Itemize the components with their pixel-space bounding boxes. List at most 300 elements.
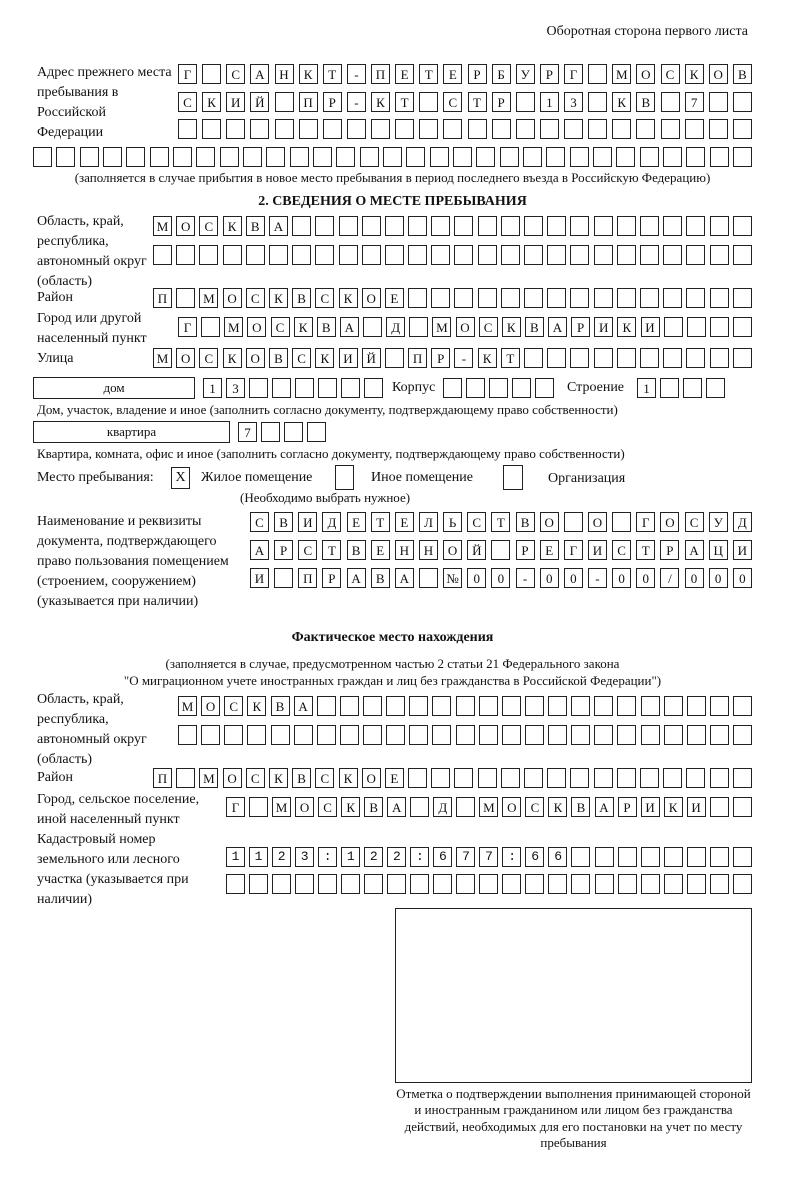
char-cell[interactable] — [431, 216, 450, 236]
char-cell[interactable] — [453, 147, 472, 167]
char-cell[interactable]: 0 — [709, 568, 728, 588]
char-cell[interactable] — [383, 147, 402, 167]
char-cell[interactable]: С — [246, 768, 265, 788]
char-cell[interactable] — [226, 874, 245, 894]
char-cell[interactable] — [733, 768, 752, 788]
char-cell[interactable] — [686, 216, 705, 236]
char-cell[interactable] — [617, 348, 636, 368]
char-cell[interactable] — [275, 92, 294, 112]
cadastral-row-2[interactable] — [226, 874, 752, 894]
char-cell[interactable] — [641, 725, 660, 745]
char-cell[interactable] — [387, 874, 406, 894]
char-cell[interactable]: О — [636, 64, 655, 84]
char-cell[interactable]: И — [687, 797, 706, 817]
char-cell[interactable]: С — [250, 512, 269, 532]
flat-type-field[interactable]: квартира — [33, 421, 230, 443]
char-cell[interactable] — [224, 725, 243, 745]
char-cell[interactable] — [733, 288, 752, 308]
char-cell[interactable] — [664, 725, 683, 745]
char-cell[interactable] — [431, 245, 450, 265]
char-cell[interactable] — [548, 696, 567, 716]
char-cell[interactable] — [547, 288, 566, 308]
char-cell[interactable] — [687, 725, 706, 745]
char-cell[interactable] — [686, 147, 705, 167]
char-cell[interactable] — [317, 696, 336, 716]
char-cell[interactable] — [433, 874, 452, 894]
char-cell[interactable]: Й — [362, 348, 381, 368]
char-cell[interactable]: К — [294, 317, 313, 337]
char-cell[interactable] — [410, 874, 429, 894]
char-cell[interactable]: С — [467, 512, 486, 532]
char-cell[interactable] — [409, 317, 428, 337]
char-cell[interactable] — [501, 768, 520, 788]
char-cell[interactable]: М — [153, 348, 172, 368]
char-cell[interactable] — [525, 874, 544, 894]
char-cell[interactable] — [733, 696, 752, 716]
char-cell[interactable] — [178, 119, 197, 139]
char-cell[interactable]: В — [347, 540, 366, 560]
char-cell[interactable] — [663, 147, 682, 167]
char-cell[interactable]: № — [443, 568, 462, 588]
char-cell[interactable]: Й — [250, 92, 269, 112]
char-cell[interactable] — [336, 147, 355, 167]
char-cell[interactable] — [341, 378, 360, 398]
char-cell[interactable] — [243, 147, 262, 167]
house-type-field[interactable]: дом — [33, 377, 195, 399]
char-cell[interactable] — [454, 768, 473, 788]
char-cell[interactable]: Т — [501, 348, 520, 368]
char-cell[interactable] — [664, 847, 683, 867]
char-cell[interactable] — [307, 422, 326, 442]
char-cell[interactable]: - — [347, 64, 366, 84]
char-cell[interactable] — [710, 696, 729, 716]
char-cell[interactable] — [247, 725, 266, 745]
char-cell[interactable] — [431, 768, 450, 788]
char-cell[interactable] — [663, 216, 682, 236]
char-cell[interactable] — [524, 348, 543, 368]
char-cell[interactable]: В — [733, 64, 752, 84]
char-cell[interactable] — [570, 348, 589, 368]
char-cell[interactable]: Р — [540, 64, 559, 84]
char-cell[interactable]: К — [269, 288, 288, 308]
char-cell[interactable] — [686, 245, 705, 265]
char-cell[interactable]: О — [201, 696, 220, 716]
char-cell[interactable]: В — [246, 216, 265, 236]
char-cell[interactable] — [588, 92, 607, 112]
char-cell[interactable]: П — [153, 288, 172, 308]
char-cell[interactable]: Т — [636, 540, 655, 560]
char-cell[interactable] — [664, 696, 683, 716]
prev-address-row-4[interactable] — [33, 147, 752, 167]
char-cell[interactable]: С — [226, 64, 245, 84]
char-cell[interactable] — [687, 696, 706, 716]
char-cell[interactable] — [478, 216, 497, 236]
char-cell[interactable]: А — [340, 317, 359, 337]
char-cell[interactable] — [710, 216, 729, 236]
char-cell[interactable] — [594, 245, 613, 265]
char-cell[interactable] — [340, 725, 359, 745]
char-cell[interactable] — [512, 378, 531, 398]
char-cell[interactable] — [456, 797, 475, 817]
char-cell[interactable] — [339, 216, 358, 236]
char-cell[interactable]: А — [595, 797, 614, 817]
char-cell[interactable]: Т — [395, 92, 414, 112]
char-cell[interactable] — [617, 696, 636, 716]
char-cell[interactable]: М — [199, 288, 218, 308]
char-cell[interactable] — [524, 245, 543, 265]
char-cell[interactable]: Р — [323, 92, 342, 112]
char-cell[interactable] — [432, 725, 451, 745]
char-cell[interactable]: С — [315, 288, 334, 308]
char-cell[interactable] — [617, 245, 636, 265]
char-cell[interactable]: Д — [386, 317, 405, 337]
doc-row-3[interactable] — [250, 568, 752, 588]
char-cell[interactable] — [395, 119, 414, 139]
char-cell[interactable] — [315, 245, 334, 265]
char-cell[interactable] — [733, 245, 752, 265]
char-cell[interactable]: Е — [347, 512, 366, 532]
char-cell[interactable] — [478, 245, 497, 265]
char-cell[interactable] — [661, 92, 680, 112]
char-cell[interactable]: И — [641, 797, 660, 817]
char-cell[interactable] — [173, 147, 192, 167]
char-cell[interactable]: С — [315, 768, 334, 788]
char-cell[interactable] — [443, 119, 462, 139]
char-cell[interactable] — [733, 92, 752, 112]
char-cell[interactable] — [710, 245, 729, 265]
char-cell[interactable]: К — [478, 348, 497, 368]
char-cell[interactable]: И — [298, 512, 317, 532]
char-cell[interactable]: О — [588, 512, 607, 532]
char-cell[interactable] — [295, 378, 314, 398]
char-cell[interactable] — [733, 348, 752, 368]
char-cell[interactable]: И — [641, 317, 660, 337]
char-cell[interactable]: С — [525, 797, 544, 817]
char-cell[interactable] — [176, 245, 195, 265]
char-cell[interactable]: А — [269, 216, 288, 236]
char-cell[interactable] — [640, 288, 659, 308]
char-cell[interactable]: М — [224, 317, 243, 337]
char-cell[interactable]: М — [432, 317, 451, 337]
char-cell[interactable] — [408, 245, 427, 265]
char-cell[interactable]: 3 — [226, 378, 245, 398]
char-cell[interactable] — [246, 245, 265, 265]
char-cell[interactable]: В — [364, 797, 383, 817]
actual-region-row-1[interactable] — [178, 696, 752, 716]
char-cell[interactable] — [685, 119, 704, 139]
char-cell[interactable]: К — [502, 317, 521, 337]
char-cell[interactable]: Г — [226, 797, 245, 817]
char-cell[interactable] — [500, 147, 519, 167]
char-cell[interactable]: К — [685, 64, 704, 84]
char-cell[interactable] — [431, 288, 450, 308]
char-cell[interactable]: С — [224, 696, 243, 716]
char-cell[interactable]: С — [612, 540, 631, 560]
char-cell[interactable]: К — [664, 797, 683, 817]
char-cell[interactable]: Т — [491, 512, 510, 532]
char-cell[interactable] — [664, 874, 683, 894]
district-cells[interactable] — [153, 288, 752, 308]
char-cell[interactable] — [261, 422, 280, 442]
char-cell[interactable]: С — [318, 797, 337, 817]
char-cell[interactable] — [363, 725, 382, 745]
char-cell[interactable] — [201, 725, 220, 745]
char-cell[interactable]: 1 — [540, 92, 559, 112]
char-cell[interactable]: А — [250, 64, 269, 84]
char-cell[interactable] — [502, 725, 521, 745]
char-cell[interactable] — [479, 696, 498, 716]
char-cell[interactable] — [618, 874, 637, 894]
char-cell[interactable] — [686, 768, 705, 788]
char-cell[interactable] — [292, 216, 311, 236]
char-cell[interactable]: С — [685, 512, 704, 532]
char-cell[interactable]: О — [660, 512, 679, 532]
char-cell[interactable] — [548, 874, 567, 894]
char-cell[interactable]: Г — [178, 317, 197, 337]
char-cell[interactable] — [502, 874, 521, 894]
char-cell[interactable] — [466, 378, 485, 398]
house-number-cells[interactable] — [203, 378, 387, 398]
char-cell[interactable]: М — [272, 797, 291, 817]
char-cell[interactable] — [363, 696, 382, 716]
char-cell[interactable] — [733, 216, 752, 236]
char-cell[interactable] — [468, 119, 487, 139]
char-cell[interactable] — [103, 147, 122, 167]
char-cell[interactable]: К — [315, 348, 334, 368]
char-cell[interactable]: В — [516, 512, 535, 532]
char-cell[interactable]: 0 — [733, 568, 752, 588]
char-cell[interactable] — [269, 245, 288, 265]
char-cell[interactable] — [478, 768, 497, 788]
char-cell[interactable]: А — [395, 568, 414, 588]
char-cell[interactable] — [612, 119, 631, 139]
char-cell[interactable] — [33, 147, 52, 167]
char-cell[interactable] — [570, 147, 589, 167]
char-cell[interactable] — [516, 119, 535, 139]
char-cell[interactable] — [409, 725, 428, 745]
char-cell[interactable]: К — [299, 64, 318, 84]
char-cell[interactable]: К — [247, 696, 266, 716]
char-cell[interactable] — [663, 245, 682, 265]
char-cell[interactable]: К — [371, 92, 390, 112]
char-cell[interactable]: О — [362, 768, 381, 788]
char-cell[interactable] — [663, 288, 682, 308]
char-cell[interactable] — [640, 147, 659, 167]
char-cell[interactable] — [571, 874, 590, 894]
char-cell[interactable] — [176, 768, 195, 788]
char-cell[interactable] — [443, 378, 462, 398]
char-cell[interactable] — [502, 696, 521, 716]
char-cell[interactable]: - — [347, 92, 366, 112]
char-cell[interactable] — [570, 245, 589, 265]
char-cell[interactable] — [594, 216, 613, 236]
korpus-cells[interactable] — [443, 378, 558, 398]
char-cell[interactable] — [733, 317, 752, 337]
char-cell[interactable] — [640, 348, 659, 368]
char-cell[interactable] — [153, 245, 172, 265]
char-cell[interactable] — [709, 119, 728, 139]
char-cell[interactable]: Е — [443, 64, 462, 84]
char-cell[interactable] — [710, 874, 729, 894]
char-cell[interactable] — [588, 64, 607, 84]
char-cell[interactable]: С — [298, 540, 317, 560]
char-cell[interactable] — [664, 317, 683, 337]
char-cell[interactable] — [408, 768, 427, 788]
char-cell[interactable]: О — [502, 797, 521, 817]
char-cell[interactable] — [491, 540, 510, 560]
char-cell[interactable]: С — [271, 317, 290, 337]
char-cell[interactable] — [419, 119, 438, 139]
char-cell[interactable] — [274, 568, 293, 588]
char-cell[interactable] — [295, 874, 314, 894]
char-cell[interactable]: К — [339, 768, 358, 788]
char-cell[interactable] — [454, 288, 473, 308]
char-cell[interactable]: Г — [636, 512, 655, 532]
char-cell[interactable] — [663, 348, 682, 368]
char-cell[interactable] — [501, 216, 520, 236]
char-cell[interactable]: К — [269, 768, 288, 788]
char-cell[interactable]: Е — [540, 540, 559, 560]
char-cell[interactable] — [660, 378, 679, 398]
char-cell[interactable] — [687, 847, 706, 867]
char-cell[interactable]: Л — [419, 512, 438, 532]
char-cell[interactable]: Г — [178, 64, 197, 84]
char-cell[interactable] — [547, 245, 566, 265]
char-cell[interactable] — [226, 119, 245, 139]
char-cell[interactable] — [202, 64, 221, 84]
region-row-2[interactable] — [153, 245, 752, 265]
char-cell[interactable] — [419, 92, 438, 112]
char-cell[interactable]: 7 — [238, 422, 257, 442]
char-cell[interactable]: П — [153, 768, 172, 788]
char-cell[interactable]: Р — [468, 64, 487, 84]
char-cell[interactable]: О — [456, 317, 475, 337]
char-cell[interactable] — [176, 288, 195, 308]
char-cell[interactable]: В — [317, 317, 336, 337]
char-cell[interactable] — [571, 696, 590, 716]
char-cell[interactable] — [617, 768, 636, 788]
char-cell[interactable] — [641, 696, 660, 716]
char-cell[interactable] — [290, 147, 309, 167]
char-cell[interactable] — [547, 216, 566, 236]
char-cell[interactable] — [618, 847, 637, 867]
char-cell[interactable] — [616, 147, 635, 167]
char-cell[interactable]: Й — [467, 540, 486, 560]
char-cell[interactable]: К — [612, 92, 631, 112]
char-cell[interactable] — [362, 216, 381, 236]
char-cell[interactable]: П — [299, 92, 318, 112]
char-cell[interactable]: К — [617, 317, 636, 337]
char-cell[interactable] — [339, 245, 358, 265]
char-cell[interactable] — [617, 288, 636, 308]
char-cell[interactable]: О — [443, 540, 462, 560]
char-cell[interactable]: В — [274, 512, 293, 532]
char-cell[interactable] — [318, 378, 337, 398]
char-cell[interactable] — [686, 288, 705, 308]
char-cell[interactable]: И — [226, 92, 245, 112]
char-cell[interactable] — [710, 725, 729, 745]
char-cell[interactable]: А — [294, 696, 313, 716]
prev-address-row-2[interactable] — [178, 92, 752, 112]
region-row-1[interactable] — [153, 216, 752, 236]
char-cell[interactable]: С — [661, 64, 680, 84]
char-cell[interactable]: Е — [395, 64, 414, 84]
char-cell[interactable] — [126, 147, 145, 167]
char-cell[interactable]: С — [479, 317, 498, 337]
char-cell[interactable] — [313, 147, 332, 167]
char-cell[interactable]: В — [292, 768, 311, 788]
char-cell[interactable]: У — [709, 512, 728, 532]
char-cell[interactable]: Т — [323, 64, 342, 84]
char-cell[interactable] — [408, 288, 427, 308]
char-cell[interactable]: К — [341, 797, 360, 817]
char-cell[interactable] — [456, 725, 475, 745]
char-cell[interactable] — [385, 348, 404, 368]
char-cell[interactable]: О — [246, 348, 265, 368]
char-cell[interactable] — [271, 725, 290, 745]
doc-row-1[interactable] — [250, 512, 752, 532]
char-cell[interactable]: Д — [322, 512, 341, 532]
char-cell[interactable]: Е — [371, 540, 390, 560]
char-cell[interactable]: Т — [468, 92, 487, 112]
char-cell[interactable]: 7 — [685, 92, 704, 112]
char-cell[interactable] — [199, 245, 218, 265]
city-cells[interactable] — [178, 317, 752, 337]
char-cell[interactable]: 0 — [685, 568, 704, 588]
char-cell[interactable]: Р — [571, 317, 590, 337]
char-cell[interactable] — [523, 147, 542, 167]
char-cell[interactable]: П — [298, 568, 317, 588]
char-cell[interactable]: Т — [419, 64, 438, 84]
char-cell[interactable] — [687, 874, 706, 894]
char-cell[interactable]: Б — [492, 64, 511, 84]
char-cell[interactable] — [588, 119, 607, 139]
char-cell[interactable] — [640, 768, 659, 788]
char-cell[interactable]: 0 — [467, 568, 486, 588]
checkbox-organization[interactable] — [503, 465, 523, 490]
char-cell[interactable] — [710, 147, 729, 167]
prev-address-row-1[interactable] — [178, 64, 752, 84]
char-cell[interactable] — [733, 797, 752, 817]
char-cell[interactable] — [249, 378, 268, 398]
char-cell[interactable]: О — [362, 288, 381, 308]
char-cell[interactable]: О — [176, 348, 195, 368]
char-cell[interactable]: С — [246, 288, 265, 308]
char-cell[interactable]: И — [588, 540, 607, 560]
char-cell[interactable] — [710, 797, 729, 817]
char-cell[interactable]: Е — [385, 768, 404, 788]
char-cell[interactable]: - — [588, 568, 607, 588]
char-cell[interactable] — [323, 119, 342, 139]
char-cell[interactable] — [570, 768, 589, 788]
char-cell[interactable]: В — [636, 92, 655, 112]
char-cell[interactable] — [525, 696, 544, 716]
char-cell[interactable] — [641, 874, 660, 894]
char-cell[interactable] — [516, 92, 535, 112]
char-cell[interactable] — [386, 725, 405, 745]
char-cell[interactable]: М — [479, 797, 498, 817]
char-cell[interactable]: У — [516, 64, 535, 84]
char-cell[interactable]: Р — [431, 348, 450, 368]
char-cell[interactable] — [733, 725, 752, 745]
char-cell[interactable] — [617, 725, 636, 745]
char-cell[interactable]: А — [347, 568, 366, 588]
char-cell[interactable]: М — [612, 64, 631, 84]
char-cell[interactable]: П — [408, 348, 427, 368]
char-cell[interactable] — [419, 568, 438, 588]
char-cell[interactable] — [733, 147, 752, 167]
char-cell[interactable]: М — [199, 768, 218, 788]
